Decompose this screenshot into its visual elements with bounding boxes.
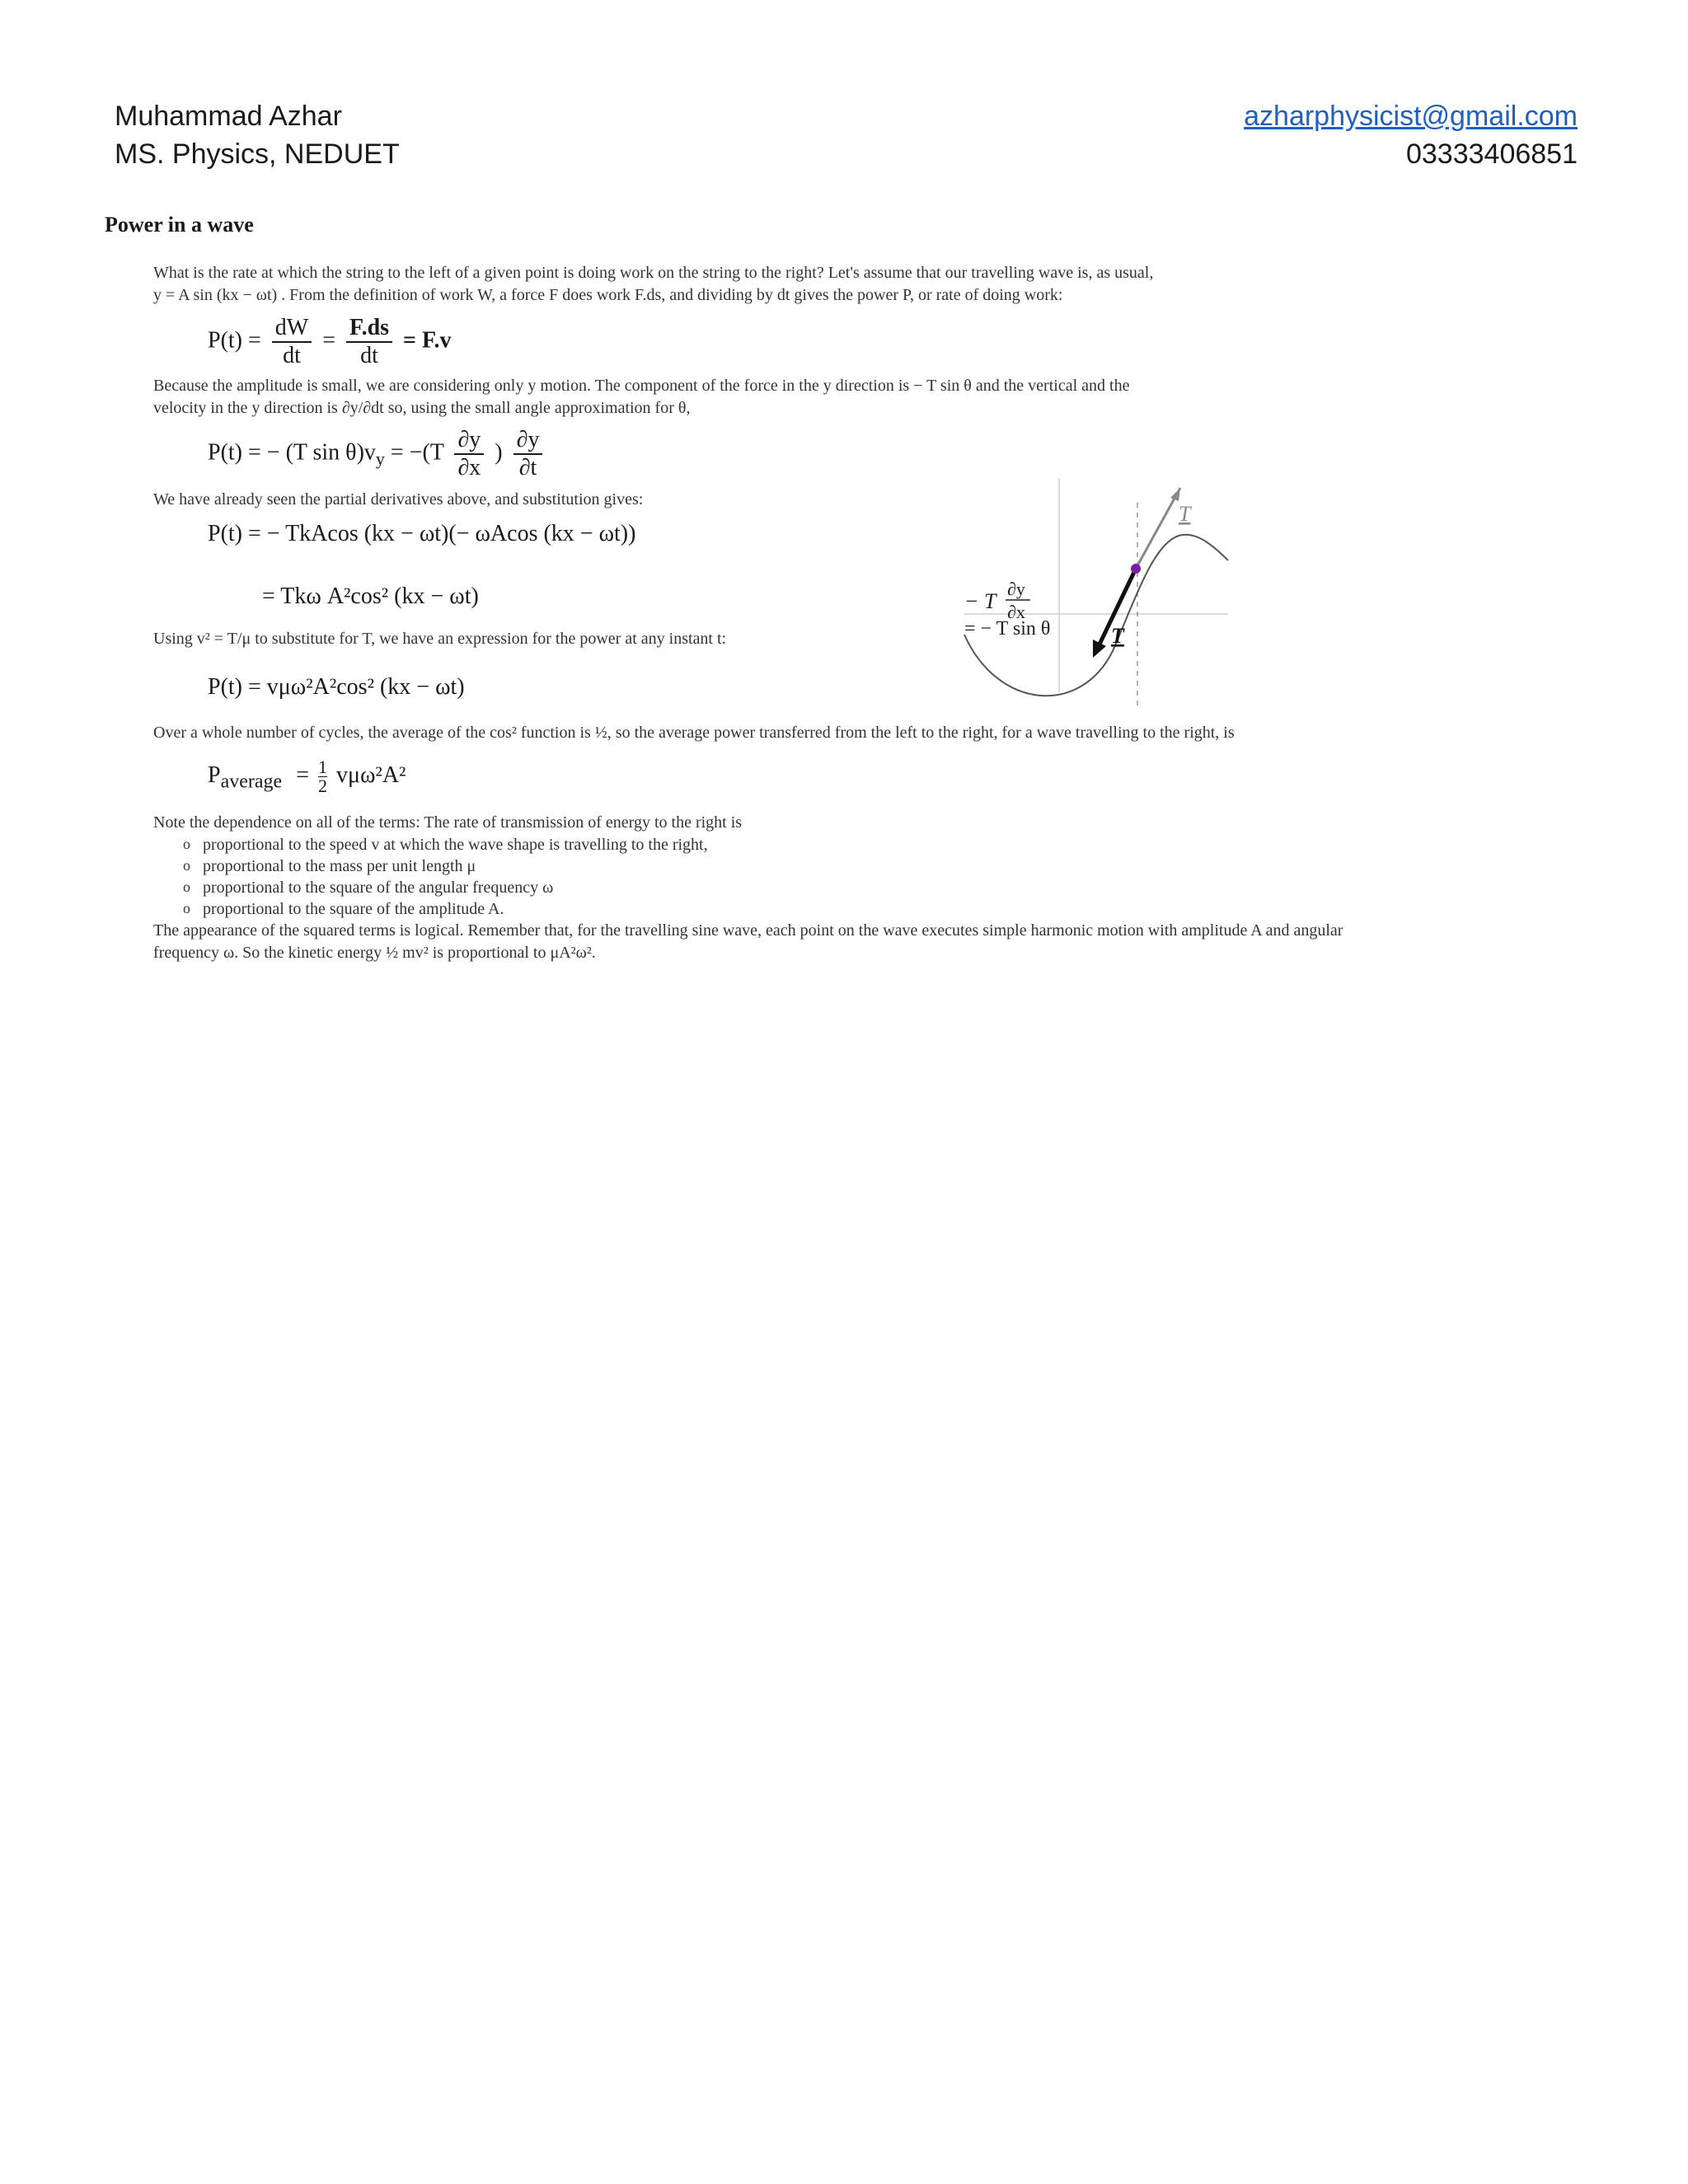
eq6-frac-half: $\frac{1}{2}$: [317, 757, 327, 796]
equation-average-power: [208, 758, 406, 795]
eq2-frac-dy-dx: $\frac{\partial y}{\partial x}$: [454, 427, 484, 481]
equation-power-tension: [208, 427, 547, 481]
paragraph-conclusion: [153, 920, 1343, 964]
eq2-sub: y: [375, 448, 385, 470]
equation-instant-power: P(t) = vμω²A²cos² (kx − ωt): [208, 674, 465, 700]
list-item: o proportional to the square of the amplitude A.: [183, 898, 708, 920]
eq6-equals: =: [296, 762, 309, 788]
phone-number: 03333406851: [1405, 138, 1578, 170]
eq1-lhs: P(t) =: [208, 327, 261, 354]
eq2-close: ): [495, 439, 503, 466]
eq2-frac-dy-dt: $\frac{\partial y}{\partial t}$: [513, 427, 543, 481]
eq1-equals: =: [322, 327, 336, 354]
eq1-frac-dw-dt: $\frac{dW}{dt}$: [272, 315, 312, 369]
intro-line-2: y = A sin (kx − ωt) . From the definition of work W, a force F does work F.ds, and dividing by dt gives the power P, or rate of doing work:: [153, 286, 1063, 304]
eq6-sub: average: [220, 771, 283, 793]
equation-power-expanded: P(t) = − TkAcos (kx − ωt)(− ωAcos (kx − ωt)): [208, 521, 636, 546]
list-item: o proportional to the square of the angular frequency ω: [183, 877, 708, 898]
label-neg-T: − T: [964, 589, 996, 613]
dependence-list: [183, 834, 708, 920]
author-block: [115, 97, 400, 173]
equation-power-definition: [208, 315, 452, 369]
para2-line-2: velocity in the y direction is ∂y/∂dt so, using the small angle approximation for θ,: [153, 399, 691, 417]
eq2-mid: = −(T: [390, 439, 444, 466]
tension-arrowhead-upper: [1170, 488, 1180, 501]
equation-power-simplified: = Tkω A²cos² (kx − ωt): [262, 583, 479, 609]
wave-curve: [964, 535, 1228, 696]
list-item: o proportional to the speed v at which the wave shape is travelling to the right,: [183, 834, 708, 855]
label-dx: ∂x: [1007, 602, 1025, 622]
author-degree: MS. Physics, NEDUET: [115, 138, 400, 170]
intro-paragraph: [153, 262, 1153, 307]
intro-line-1: What is the rate at which the string to the left of a given point is doing work on the string to the right? Let's assume that our travelling wave is, as usual,: [153, 264, 1154, 282]
label-sin-theta: = − T sin θ: [964, 618, 1051, 640]
paragraph-velocity-substitution: Using v² = T/μ to substitute for T, we have an expression for the power at any instant t:: [153, 630, 727, 648]
author-name: Muhammad Azhar: [115, 101, 342, 132]
label-T-upper: T: [1179, 502, 1191, 526]
paragraph-amplitude: [153, 375, 1129, 419]
eq2-lhs: P(t) = − (T sin θ)v: [208, 439, 376, 466]
section-title: Power in a wave: [105, 213, 254, 237]
eq1-frac-fds-dt: $\frac{F.ds}{dt}$: [346, 315, 392, 369]
paragraph-average: Over a whole number of cycles, the average of the cos² function is ½, so the average power transferred from the left to the right, for a wave travelling to the right, is: [153, 724, 1235, 742]
label-dy: ∂y: [1007, 579, 1025, 599]
eq1-rhs: = F.v: [403, 327, 452, 354]
label-T-lower: T: [1111, 624, 1124, 648]
para7-line-1: The appearance of the squared terms is logical. Remember that, for the travelling sine wave, each point on the wave executes simple harmonic motion with amplitude A and angular: [153, 921, 1343, 940]
wave-tension-diagram: [931, 470, 1245, 717]
eq6-rhs: vμω²A²: [335, 762, 406, 788]
eq6-lhs: P: [208, 762, 221, 788]
para2-line-1: Because the amplitude is small, we are considering only y motion. The component of the force in the y direction is − T sin θ and the vertical and the: [153, 377, 1130, 395]
string-point: [1131, 564, 1141, 574]
email-link[interactable]: azharphysicist@gmail.com: [1244, 101, 1578, 132]
list-item: o proportional to the mass per unit length μ: [183, 855, 708, 877]
tension-arrow-upper: [1136, 488, 1180, 569]
para7-line-2: frequency ω. So the kinetic energy ½ mv² is proportional to μA²ω².: [153, 944, 596, 962]
paragraph-substitution: We have already seen the partial derivatives above, and substitution gives:: [153, 490, 644, 509]
contact-block: [1244, 97, 1578, 173]
paragraph-dependence: Note the dependence on all of the terms: The rate of transmission of energy to the right is: [153, 813, 743, 832]
